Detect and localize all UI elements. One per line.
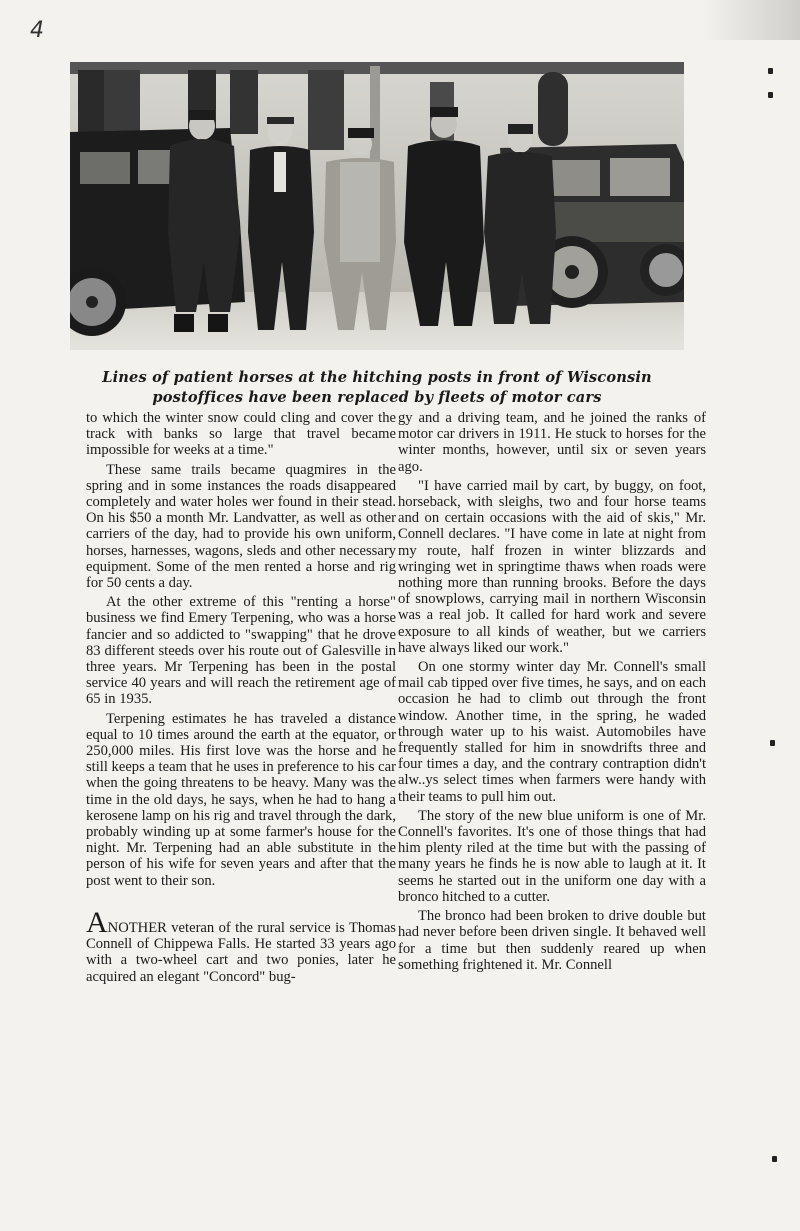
caption-line-1: Lines of patient horses at the hitching posts in front of Wisconsin [102, 369, 652, 386]
scan-edge-shadow [702, 0, 800, 40]
left-column [86, 410, 396, 985]
right-paragraph-3: On one stormy winter day Mr. Connell's small mail cab tipped over five times, he says, and on each occasion he had to climb out through the front window. Another time, in the spring, he waded through water up to his waist. Automobiles have frequently stalled for him in snowdrifts three and four times a day, and the contrary contraption didn't alw..ys select times when farmers were handy with their teams to pull him out. [398, 659, 706, 805]
mail-carriers-photo [70, 62, 684, 350]
scan-mark [772, 1156, 777, 1162]
right-column [398, 410, 706, 973]
scan-mark [770, 740, 775, 746]
photograph [70, 62, 684, 350]
section-separator [86, 889, 396, 913]
left-paragraph-1: to which the winter snow could cling and cover the track with banks so large that travel became impossible for weeks at a time." [86, 410, 396, 459]
left-paragraph-3: At the other extreme of this "renting a horse" business we find Emery Terpening, who was a horse fancier and so addicted to "swapping" that he drove 83 different steeds over his route out of Galesville in three years. Mr Terpening has been in the postal service 40 years and will reach the retirement age of 65 in 1935. [86, 594, 396, 708]
right-paragraph-2: "I have carried mail by cart, by buggy, on foot, horseback, with sleighs, two and four horse teams and on certain occasions with the aid of skis," Mr. Connell declares. "I have come in late at night from my route, half frozen in winter blizzards and wringing wet in springtime thaws when roads were nothing more than running brooks. Before the days of snowplows, carrying mail in northern Wisconsin was a real job. It called for hard work and severe exposure to all kinds of weather, but we carriers have always liked our work." [398, 477, 706, 656]
page-number: 4 [30, 18, 44, 43]
caption-line-2: postoffices have been replaced by fleets of motor cars [152, 389, 602, 406]
left-paragraph-5: ANOTHER veteran of the rural service is Thomas Connell of Chippewa Falls. He started 33 years ago with a two-wheel cart and two ponies, later he acquired an elegant "Concord" bug- [86, 905, 396, 985]
right-paragraph-4: The story of the new blue uniform is one of Mr. Connell's favorites. It's one of those things that had him plenty riled at the time but with the passing of many years he finds he is now able to laugh at it. It seems he started out in the uniform one day with a bronco hitched to a cutter. [398, 807, 706, 905]
photo-caption [70, 368, 684, 408]
right-paragraph-5: The bronco had been broken to drive double but had never before been driven single. It behaved well for a time but then suddenly reared up when something frightened it. Mr. Connell [398, 908, 706, 973]
left-paragraph-2: These same trails became quagmires in the spring and in some instances the roads disappeared completely and water holes wer found in their stead. On his $50 a month Mr. Landvatter, as well as other carriers of the day, had to provide his own uniform, horses, harnesses, wagons, sleds and other necessary equipment. Some of the men rented a horse and rig for 50 cents a day. [86, 461, 396, 592]
left-paragraph-4: Terpening estimates he has traveled a distance equal to 10 times around the earth at the equator, or 250,000 miles. His first love was the horse and he still keeps a team that he uses in preference to his car when the going threatens to be heavy. Many was the time in the old days, he says, when he had to hang a kerosene lamp on his rig and travel through the dark, probably winding up at some farmer's house for the night. Mr. Terpening had an able substitute in the person of his wife for seven years and after that the post went to their son. [86, 710, 396, 889]
right-paragraph-1: gy and a driving team, and he joined the ranks of motor car drivers in 1911. He stuck to horses for the winter months, however, until six or seven years ago. [398, 410, 706, 475]
scan-mark [768, 92, 773, 98]
scan-mark [768, 68, 773, 74]
